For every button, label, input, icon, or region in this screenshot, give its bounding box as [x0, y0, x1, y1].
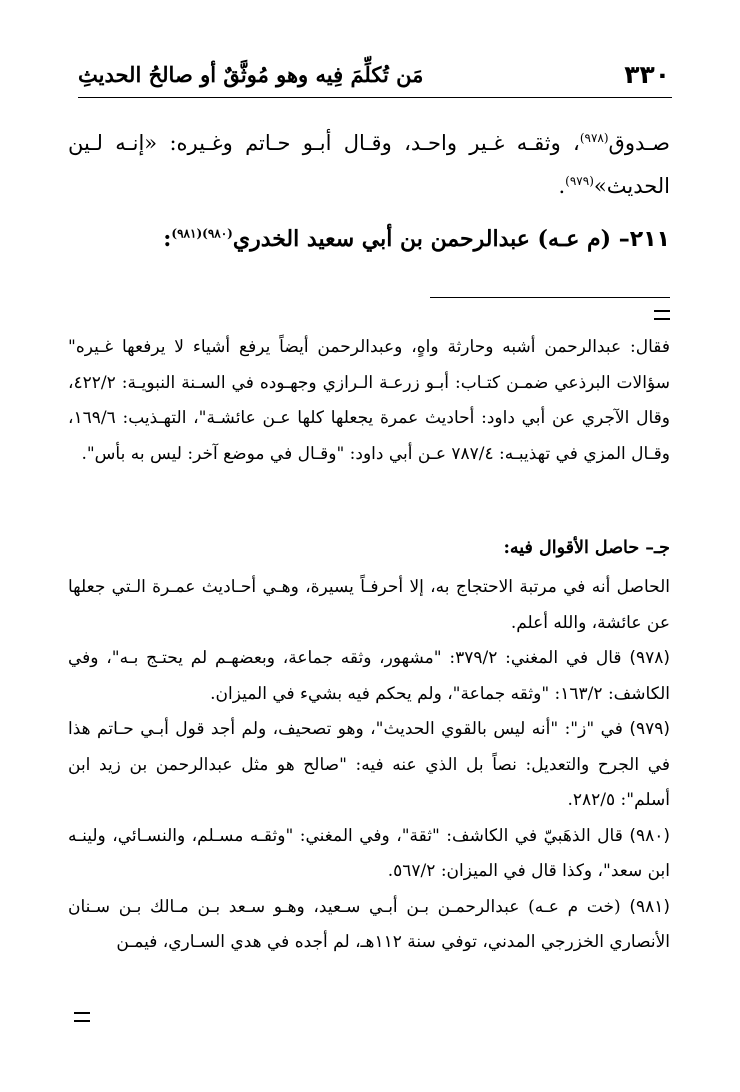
page-number: ٣٣٠ — [624, 60, 670, 89]
footnote-ref[interactable]: (٩٧٨) — [579, 131, 609, 145]
footnote-continued — [68, 330, 670, 472]
running-title: مَن تُكلِّمَ فِيه وهو مُوثَّقٌ أو صالحُ الحديثِ — [78, 62, 424, 87]
footnote-text: قال الذهَبيّ في الكاشف: "ثقة"، وفي المغني: "وثقـه مسـلم، والنسـائي، ولينـه ابن سعد"، وكذا قال في الميزان: ٥٦٧/٢. — [68, 825, 670, 881]
entry-colon: : — [163, 226, 172, 252]
footnote-text: في "ز": "أنه ليس بالقوي الحديث"، وهو تصحيف، ولم أجد قول أبـي حـاتم هذا في الجرح والتعديل: نصاً بل الذي عنه فيه: "صالح هو مثل عبدالرحمن بن زيد ابن أسلم": ٢٨٢/٥. — [68, 719, 670, 810]
footnote-divider — [430, 297, 670, 298]
footnotes-block — [68, 570, 670, 961]
summary-paragraph: الحاصل أنه في مرتبة الاحتجاج به، إلا أحرفـاً يسيرة، وهـي أحـاديث عمـرة الـتي جعلها عن عائشة، والله أعلم. — [68, 577, 670, 633]
footnote-text: (خت م عـه) عبدالرحمـن بـن أبـي سـعيد، وهـو سـعد بـن مـالك بـن سـنان الأنصاري الخزرجي المدني، توفي سنة ١١٢هـ، لم أجده في هدي السـاري، فيمـن — [68, 896, 670, 952]
footnote — [68, 819, 670, 890]
continued-paragraph: فقال: عبدالرحمن أشبه وحارثة واهٍ، وعبدالرحمن أيضاً يرفع أشياء لا يرفعها غـيره" سؤالات البرذعي ضمـن كتـاب: أبـو زرعـة الـرازي وجهـوده في السـنة النبويـة: ٤٢٢/٢، وقال الآجري عن أبي داود: أحاديث عمرة يجعلها كلها عـن عائشـة"، التهـذيب: ١٦٩/٦، وقـال المزي في تهذيبـه: ٧٨٧/٤ عـن أبي داود: "وقـال في موضع آخر: ليس به بأس". — [68, 337, 670, 464]
entry-heading — [68, 226, 670, 252]
footnote-ref[interactable]: (٩٨٠)(٩٨١) — [171, 226, 233, 241]
header-divider — [78, 97, 672, 98]
footnote-number: (٩٨١) — [629, 896, 670, 917]
footnote-text: قال في المغني: ٣٧٩/٢: "مشهور، وثقه جماعة، وبعضهـم لم يحتـج بـه"، وفي الكاشف: ١٦٣/٢: "وثقه جماعة"، ولم يحكم فيه بشيء في الميزان. — [68, 648, 670, 704]
footnote-number: (٩٧٩) — [629, 719, 670, 739]
footnote — [68, 641, 670, 712]
body-text-end: . — [558, 174, 566, 198]
footnote-ref[interactable]: (٩٧٩) — [565, 174, 594, 188]
continuation-mark — [654, 310, 670, 320]
body-paragraph — [68, 122, 670, 208]
section-subheading: جـ– حاصل الأقوال فيه: — [503, 538, 670, 558]
footnote — [68, 890, 670, 961]
entry-number: ٢١١– — [618, 227, 670, 252]
entry-label: (م عـه) عبدالرحمن بن أبي سعيد الخدري — [232, 226, 612, 252]
page-header — [78, 58, 670, 98]
body-text-middle: ، وثقـه غـير واحـد، وقـال أبـو حـاتم وغـيره: «إنـه لـين الحديث» — [68, 131, 670, 198]
continuation-mark — [74, 1012, 90, 1022]
body-text-start: صـدوق — [608, 131, 670, 155]
footnote-number: (٩٧٨) — [629, 648, 671, 668]
footnote-number: (٩٨٠) — [629, 825, 671, 846]
footnote — [68, 712, 670, 819]
